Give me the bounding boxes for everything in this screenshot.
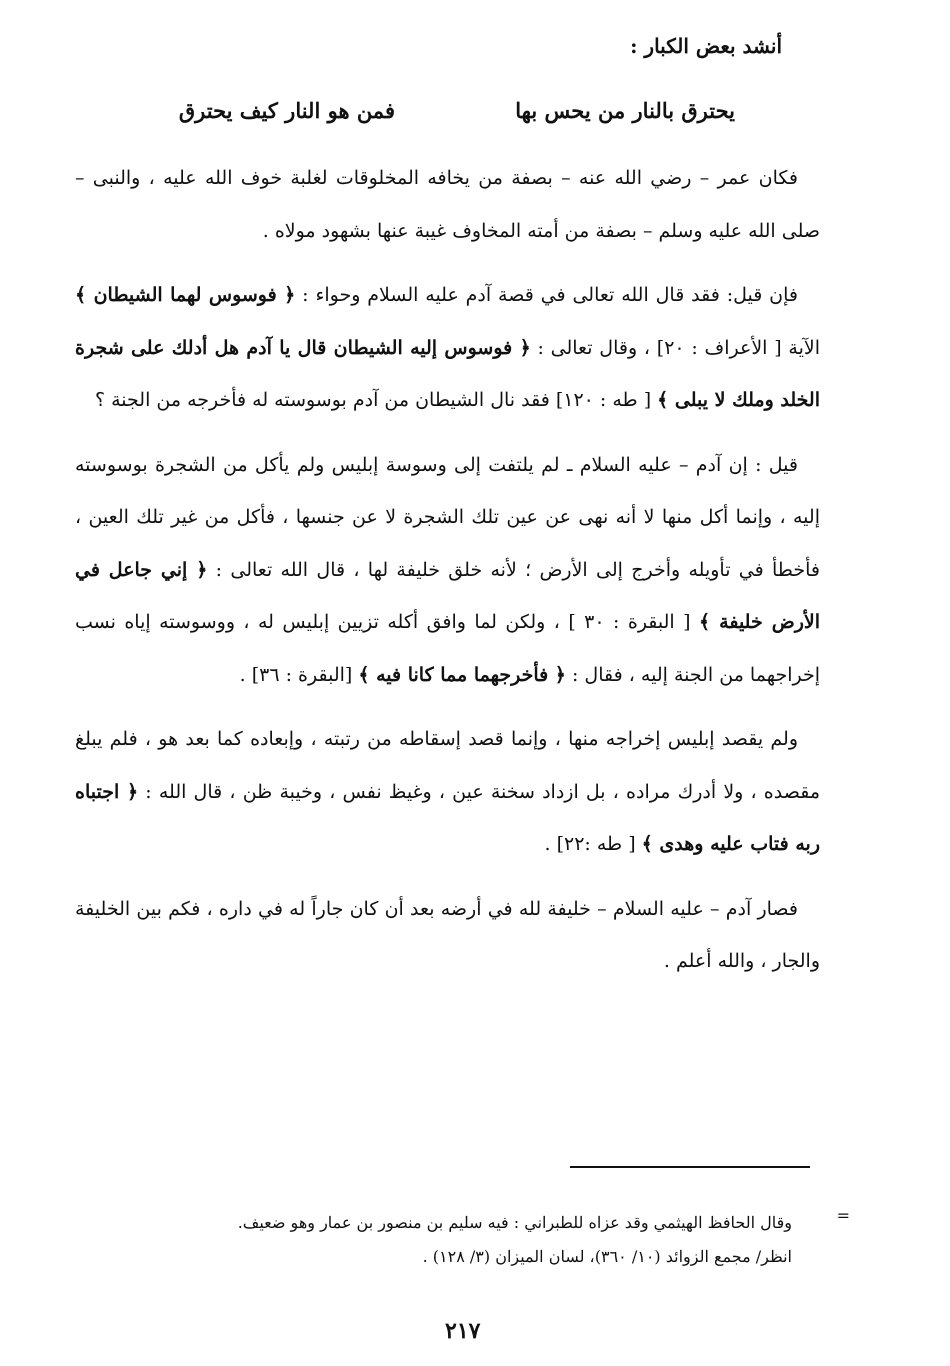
text-run: فصار آدم – عليه السلام – خليفة لله في أرضه بعد أن كان جاراً له في داره ، فكم بين الخليفة والجار ، والله أعلم . <box>75 897 820 972</box>
text-run: [ طه : ١٢٠] فقد نال الشيطان من آدم بوسوسته له فأخرجه من الجنة ؟ <box>94 389 658 411</box>
text-run: فإن قيل: فقد قال الله تعالى في قصة آدم عليه السلام وحواء : <box>295 284 799 306</box>
quran-quote: ﴿ فأخرجهما مما كانا فيه ﴾ <box>358 663 566 686</box>
text-run: فكان عمر – رضي الله عنه – بصفة من يخافه المخلوقات لغلبة خوف الله عليه ، والنبى – صلى الله عليه وسلم – بصفة من أمته المخاوف غيبة عنها بشهود مولاه . <box>75 167 820 242</box>
text-run: [ طه :٢٢] . <box>544 833 642 855</box>
paragraph <box>75 269 820 427</box>
text-run: [البقرة : ٣٦] . <box>239 663 359 686</box>
verse-first-hemistich: يحترق بالنار من يحس بها <box>515 98 735 123</box>
intro-line: أنشد بعض الكبار : <box>630 34 782 58</box>
text-run: الآية [ الأعراف : ٢٠] ، وقال تعالى : <box>530 336 820 359</box>
text-run: قيل : إن آدم – عليه السلام ـ لم يلتفت إلى وسوسة إبليس ولم يأكل من الشجرة بوسوسته إليه ، وإنما أكل منها لا أنه نهى عن عين تلك الشجرة لا عن جنسها ، فأكل من غير تلك العين ، فأخطأ في تأويله وأخرج إلى الأرض ؛ لأنه خلق خليفة لها ، قال الله تعالى : <box>75 453 820 581</box>
text-run: ولم يقصد إبليس إخراجه منها ، وإنما قصد إسقاطه من رتبته ، وإبعاده كما بعد هو ، فلم يبلغ مقصده ، ولا أدرك مراده ، بل ازداد سخنة عين ، وغيظ نفس ، وخيبة ظن ، قال الله : <box>75 728 820 803</box>
footnote-line: وقال الحافظ الهيثمي وقد عزاه للطبراني : فيه سليم بن منصور بن عمار وهو ضعيف. <box>237 1213 792 1232</box>
footnote <box>152 1206 792 1274</box>
paragraph <box>75 439 820 702</box>
footnote-line: انظر/ مجمع الزوائد (١٠/ ٣٦٠)، لسان الميزان (٣/ ١٢٨) . <box>422 1247 792 1266</box>
footnote-continuation-mark: = <box>836 1206 850 1225</box>
verse-second-hemistich: فمن هو النار كيف يحترق <box>178 98 395 123</box>
quran-quote: ﴿ فوسوس لهما الشيطان ﴾ <box>75 284 296 306</box>
quran-quote: ﴿ فوسوس إليه الشيطان قال يا آدم هل أدلك على شجرة الخلد وملك لا يبلى ﴾ <box>75 336 820 411</box>
paragraph <box>75 713 820 871</box>
page-number: ٢١٧ <box>445 1318 481 1344</box>
quran-quote: ﴿ إني جاعل في الأرض خليفة ﴾ <box>75 558 820 633</box>
paragraph <box>75 883 820 988</box>
quran-quote: ﴿ اجتباه ربه فتاب عليه وهدى ﴾ <box>75 780 820 855</box>
footnote-divider <box>570 1166 810 1168</box>
paragraph <box>75 152 820 257</box>
text-run: [ البقرة : ٣٠ ] ، ولكن لما وافق أكله تزيين إبليس له ، ووسوسته إياه نسب إخراجهما من الجنة إليه ، فقال : <box>75 611 820 686</box>
main-text <box>75 152 820 1000</box>
